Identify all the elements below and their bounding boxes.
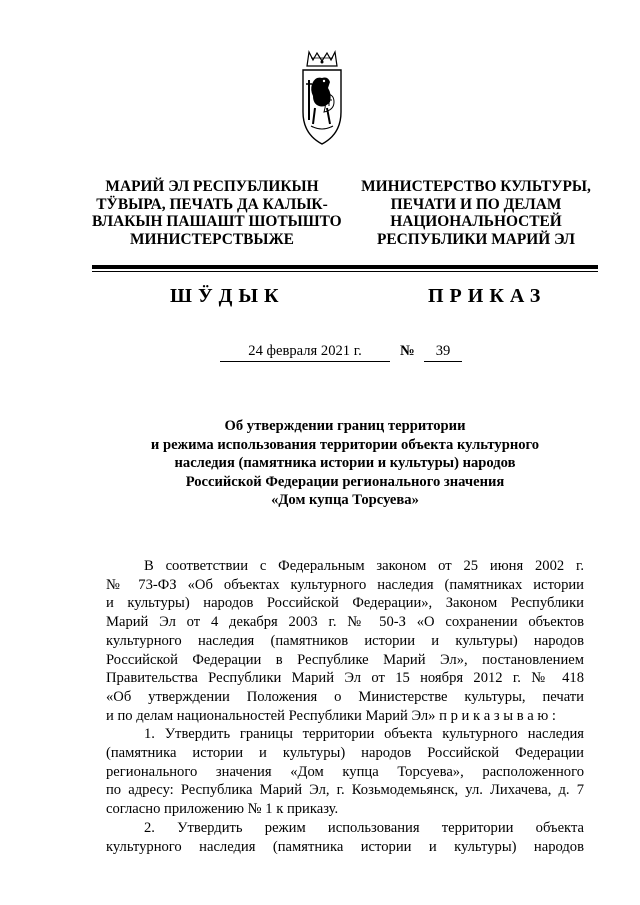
- body-line: по адресу: Республика Марий Эл, г. Козьмодемьянск, ул. Лихачева, д. 7: [106, 782, 584, 799]
- body-line: В соответствии с Федеральным законом от 25 июня 2002 г.: [144, 558, 584, 574]
- body-line: Российской Федерации в Республике Марий Эл», постановлением: [106, 651, 584, 668]
- number-label: №: [400, 343, 415, 359]
- body-line: «Об утверждении Положения о Министерстве культуры, печати: [106, 688, 584, 705]
- document-number: 39: [424, 343, 462, 362]
- body-line: (памятника истории и культуры) народов Российской Федерации: [106, 745, 584, 762]
- body-line: № 73-ФЗ «Об объектах культурного наследия (памятниках истории: [106, 576, 584, 593]
- header-left-line: МАРИЙ ЭЛ РЕСПУБЛИКЫН: [105, 178, 319, 195]
- title-line: Об утверждении границ территории: [224, 418, 466, 434]
- title-line: «Дом купца Торсуева»: [271, 492, 419, 509]
- body-line: и по делам национальностей Республики Марий Эл» п р и к а з ы в а ю :: [106, 707, 556, 724]
- body-line: согласно приложению № 1 к приказу.: [106, 801, 339, 818]
- document-body: [106, 557, 584, 856]
- body-line: Правительства Республики Марий Эл от 15 ноября 2012 г. № 418: [106, 670, 584, 687]
- header-left-line: ТӰВЫРА, ПЕЧАТЬ ДА КАЛЫК-: [96, 195, 328, 213]
- body-line: Марий Эл от 4 декабря 2003 г. № 50-З «О сохранении объектов: [106, 614, 584, 631]
- header-left-line: ВЛАКЫН ПАШАШТ ШОТЫШТО: [92, 213, 342, 230]
- header-right-block: [360, 178, 592, 248]
- doc-type-russian: ПРИКАЗ: [428, 285, 547, 307]
- body-line: регионального значения «Дом купца Торсуева», расположенного: [106, 763, 584, 780]
- document-title: [100, 417, 590, 510]
- header-right-line: НАЦИОНАЛЬНОСТЕЙ: [390, 213, 562, 230]
- header-left-block: [92, 178, 342, 248]
- header-divider-thick: [92, 265, 598, 269]
- header-divider-thin: [92, 271, 598, 272]
- document-date: 24 февраля 2021 г.: [220, 343, 390, 362]
- title-line: Российской Федерации регионального значения: [185, 473, 505, 490]
- body-line: 2. Утвердить режим использования территории объекта: [144, 819, 584, 836]
- body-line: культурного наследия (памятника истории и культуры) народов: [106, 838, 584, 855]
- coat-of-arms-icon: [297, 50, 347, 152]
- body-line: культурного наследия (памятников истории и культуры) народов: [106, 632, 584, 649]
- doc-type-mari: ШӰДЫК: [170, 285, 285, 307]
- body-line: и культуры) народов Российской Федерации», Законом Республики: [106, 595, 584, 612]
- header-right-line: ПЕЧАТИ И ПО ДЕЛАМ: [390, 195, 562, 213]
- title-line: и режима использования территории объекта культурного: [150, 436, 540, 453]
- header-left-line: МИНИСТЕРСТВЫЖЕ: [130, 230, 294, 248]
- header-right-line: РЕСПУБЛИКИ МАРИЙ ЭЛ: [376, 230, 576, 248]
- body-line: 1. Утвердить границы территории объекта культурного наследия: [144, 726, 584, 743]
- title-line: наследия (памятника истории и культуры) народов: [174, 455, 516, 472]
- header-right-line: МИНИСТЕРСТВО КУЛЬТУРЫ,: [361, 178, 591, 195]
